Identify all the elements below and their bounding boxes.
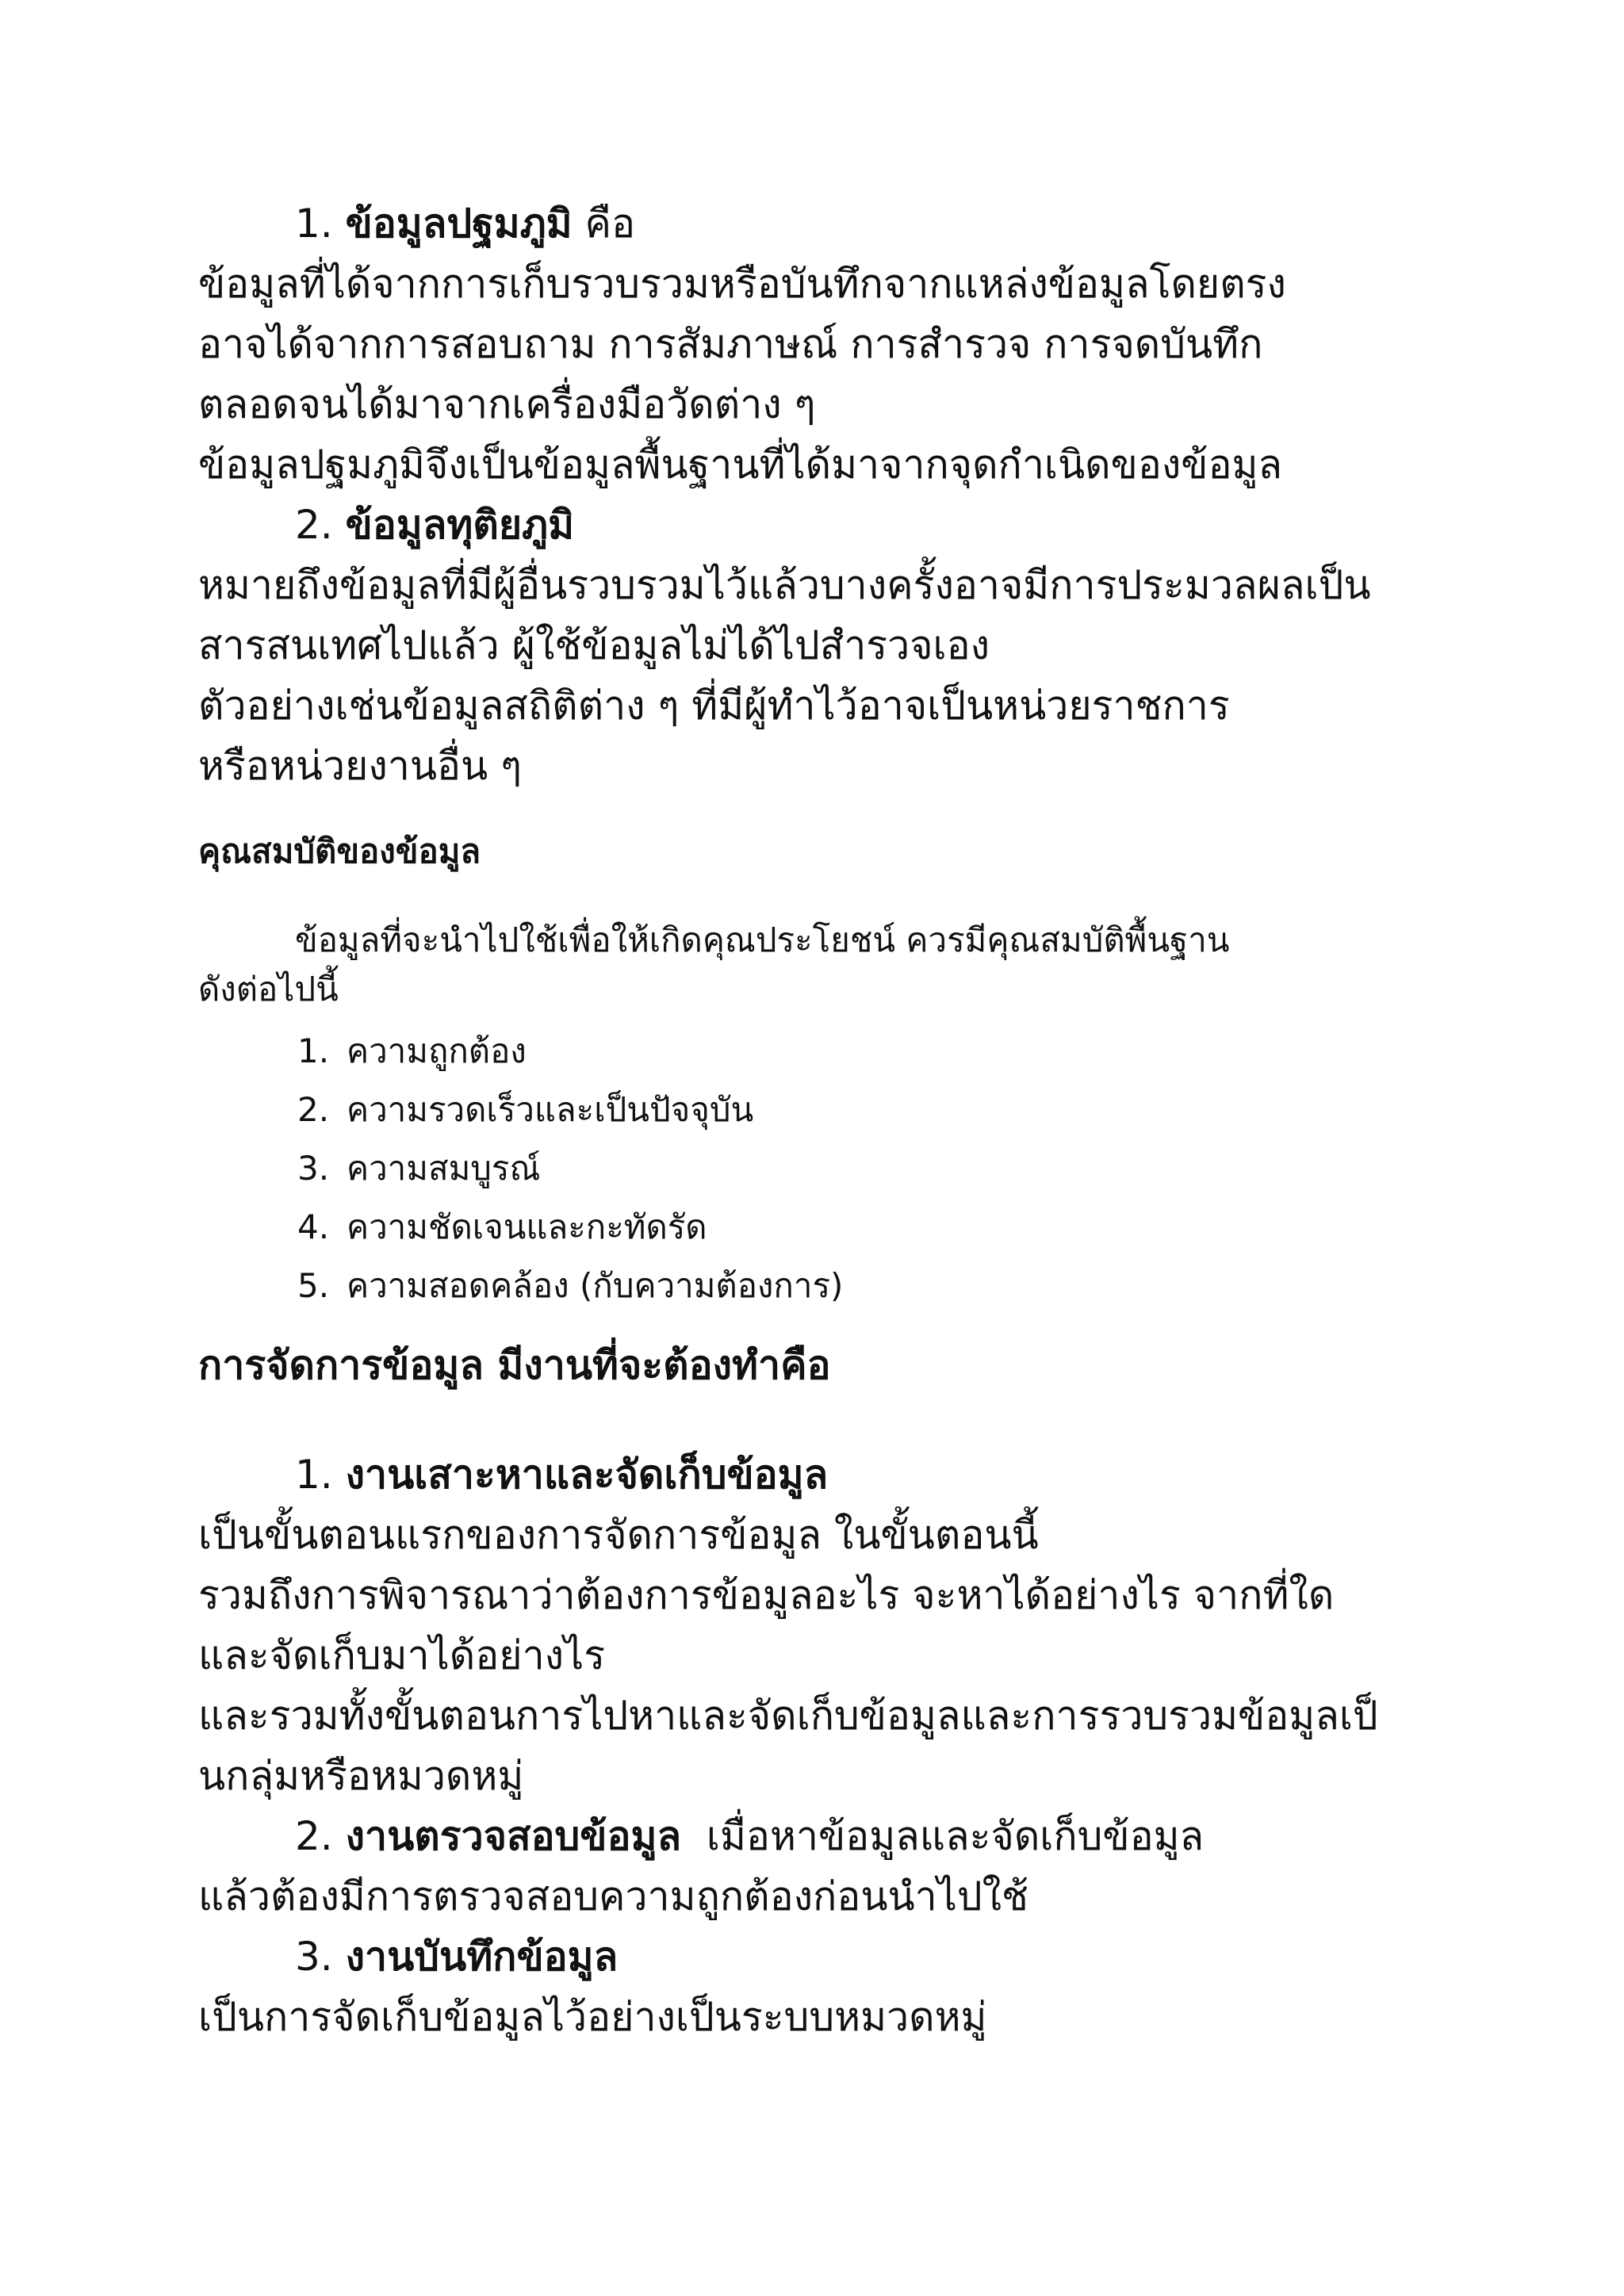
properties-heading: คุณสมบัติของข้อมูล (198, 832, 481, 871)
secondary-data-number: 2. (295, 502, 333, 548)
task3-number: 3. (295, 1934, 333, 1980)
primary-data-heading (295, 201, 636, 247)
secondary-data-line: สารสนเทศไปแล้ว ผู้ใช้ข้อมูลไม่ได้ไปสำรวจเอง (198, 622, 990, 668)
task1-line: และจัดเก็บมาได้อย่างไร (198, 1632, 606, 1678)
primary-data-line: ข้อมูลที่ได้จากการเก็บรวบรวมหรือบันทึกจากแหล่งข้อมูลโดยตรง (198, 261, 1286, 307)
property-number: 1. (297, 1031, 330, 1070)
task2-number: 2. (295, 1813, 333, 1859)
property-text: ความชัดเจนและกะทัดรัด (347, 1207, 707, 1246)
secondary-data-line: หรือหน่วยงานอื่น ๆ (198, 743, 522, 789)
task2-title: งานตรวจสอบข้อมูล (345, 1813, 682, 1859)
management-heading: การจัดการข้อมูล มีงานที่จะต้องทำคือ (198, 1342, 831, 1388)
task2-inline-text: เมื่อหาข้อมูลและจัดเก็บข้อมูล (681, 1813, 1205, 1859)
primary-data-line: ตลอดจนได้มาจากเครื่องมือวัดต่าง ๆ (198, 381, 816, 427)
task3-title: งานบันทึกข้อมูล (345, 1934, 619, 1980)
primary-data-line: ข้อมูลปฐมภูมิจึงเป็นข้อมูลพื้นฐานที่ได้มาจากจุดกำเนิดของข้อมูล (198, 442, 1283, 488)
task1-heading (295, 1452, 829, 1498)
primary-data-suffix: คือ (572, 201, 636, 247)
secondary-data-line: หมายถึงข้อมูลที่มีผู้อื่นรวบรวมไว้แล้วบางครั้งอาจมีการประมวลผลเป็น (198, 562, 1371, 608)
property-text: ความสมบูรณ์ (347, 1149, 541, 1188)
task1-line: นกลุ่มหรือหมวดหมู่ (198, 1753, 524, 1799)
properties-intro: ข้อมูลที่จะนำไปใช้เพื่อให้เกิดคุณประโยชน์ ควรมีคุณสมบัติพื้นฐาน (295, 920, 1230, 959)
task3-heading (295, 1934, 619, 1980)
task3-line: เป็นการจัดเก็บข้อมูลไว้อย่างเป็นระบบหมวดหมู่ (198, 1994, 987, 2040)
property-list-item (297, 1207, 707, 1246)
property-text: ความถูกต้อง (347, 1031, 527, 1070)
property-number: 3. (297, 1149, 330, 1188)
task1-line: และรวมทั้งขั้นตอนการไปหาและจัดเก็บข้อมูลและการรวบรวมข้อมูลเป็ (198, 1693, 1378, 1739)
property-text: ความสอดคล้อง (กับความต้องการ) (347, 1266, 844, 1305)
secondary-data-line: ตัวอย่างเช่นข้อมูลสถิติต่าง ๆ ที่มีผู้ทำไว้อาจเป็นหน่วยราชการ (198, 683, 1230, 729)
task1-title: งานเสาะหาและจัดเก็บข้อมูล (345, 1452, 829, 1498)
task1-line: เป็นขั้นตอนแรกของการจัดการข้อมูล ในขั้นตอนนี้ (198, 1512, 1039, 1558)
property-number: 5. (297, 1266, 330, 1305)
task2-line: แล้วต้องมีการตรวจสอบความถูกต้องก่อนนำไปใช้ (198, 1873, 1028, 1919)
property-list-item (297, 1149, 541, 1188)
primary-data-number: 1. (295, 201, 333, 247)
property-list-item (297, 1266, 844, 1305)
task2-heading (295, 1813, 1205, 1859)
property-text: ความรวดเร็วและเป็นปัจจุบัน (347, 1090, 754, 1129)
secondary-data-title: ข้อมูลทุติยภูมิ (345, 502, 575, 548)
task1-number: 1. (295, 1452, 333, 1498)
property-number: 2. (297, 1090, 330, 1129)
secondary-data-heading (295, 502, 575, 548)
properties-intro-cont: ดังต่อไปนี้ (198, 970, 339, 1008)
primary-data-line: อาจได้จากการสอบถาม การสัมภาษณ์ การสำรวจ การจดบันทึก (198, 321, 1263, 367)
property-list-item (297, 1090, 754, 1129)
property-list-item (297, 1031, 527, 1070)
task1-line: รวมถึงการพิจารณาว่าต้องการข้อมูลอะไร จะหาได้อย่างไร จากที่ใด (198, 1572, 1335, 1618)
primary-data-title: ข้อมูลปฐมภูมิ (345, 201, 573, 247)
property-number: 4. (297, 1207, 330, 1246)
